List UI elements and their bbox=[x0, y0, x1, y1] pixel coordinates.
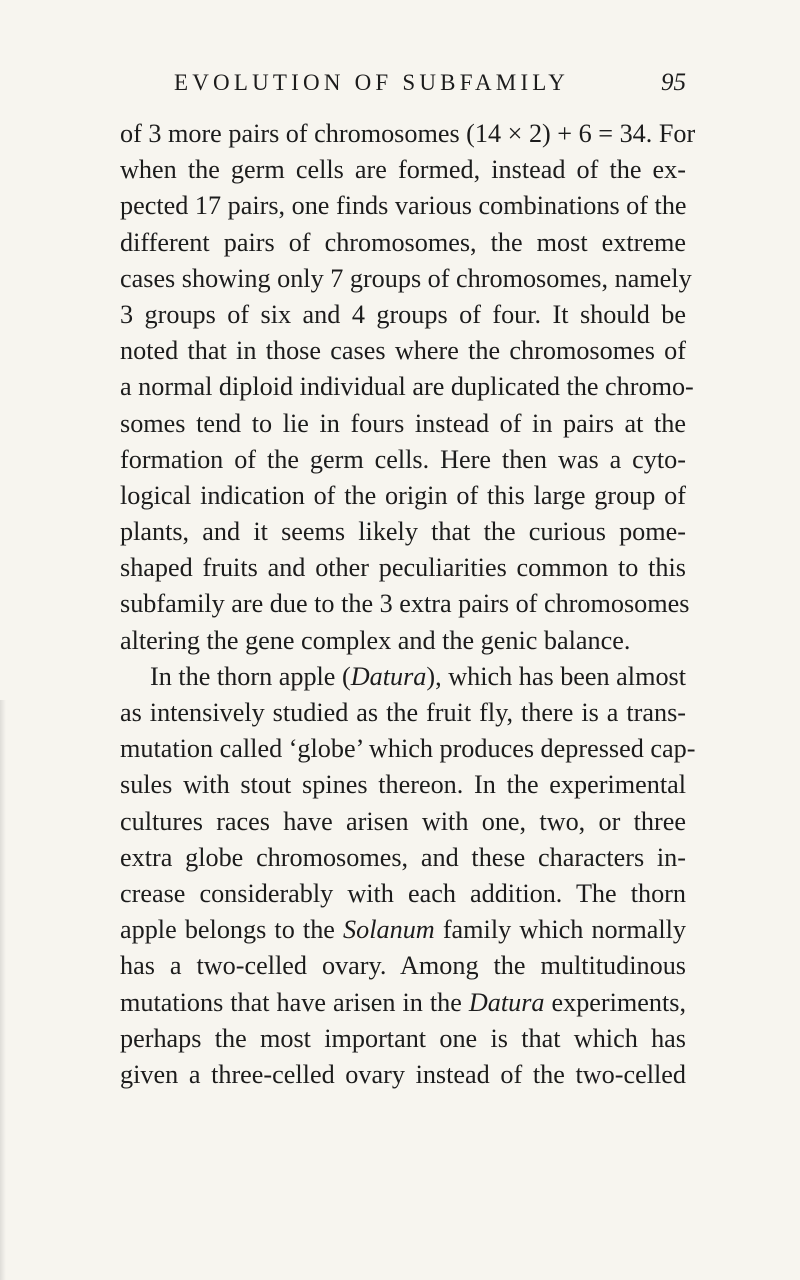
text-line: different pairs of chromosomes, the most extreme bbox=[120, 227, 686, 257]
text-line: when the germ cells are formed, instead of the ex- bbox=[120, 155, 686, 185]
text-line: formation of the germ cells. Here then was a cyto- bbox=[120, 444, 686, 474]
text-run: apple belongs to the bbox=[120, 915, 344, 945]
text-line: cases showing only 7 groups of chromosomes, namely bbox=[120, 263, 692, 293]
page-number: 95 bbox=[661, 69, 686, 96]
running-title: EVOLUTION OF SUBFAMILY bbox=[174, 70, 570, 95]
text-run: ), which has been almost bbox=[426, 661, 686, 691]
text-run: In the thorn apple ( bbox=[150, 661, 351, 691]
text-line: crease considerably with each addition. The thorn bbox=[120, 878, 686, 908]
text-line: perhaps the most important one is that which has bbox=[120, 1023, 686, 1053]
text-line: a normal diploid individual are duplicated the chromo- bbox=[120, 372, 694, 402]
text-line bbox=[120, 912, 686, 948]
text-run: experiments, bbox=[544, 987, 687, 1017]
text-run: family which normally bbox=[434, 915, 686, 945]
body-text bbox=[120, 116, 696, 1093]
paragraph-1 bbox=[120, 116, 696, 659]
italic-term: Solanum bbox=[343, 915, 435, 945]
paragraph-2 bbox=[120, 659, 696, 1093]
text-line bbox=[120, 659, 686, 695]
text-line: altering the gene complex and the genic balance. bbox=[120, 625, 631, 655]
text-line: as intensively studied as the fruit fly, there is a trans- bbox=[120, 698, 686, 727]
text-line: shaped fruits and other peculiarities common to this bbox=[120, 553, 686, 583]
text-line: 3 groups of six and 4 groups of four. It should be bbox=[120, 299, 686, 329]
text-line: mutation called ‘globe’ which produces depressed cap- bbox=[120, 734, 696, 764]
page-header bbox=[120, 66, 686, 100]
text-line bbox=[120, 985, 686, 1021]
italic-term: Datura bbox=[468, 987, 545, 1017]
text-line: noted that in those cases where the chromosomes of bbox=[120, 336, 686, 366]
text-line: somes tend to lie in fours instead of in pairs at the bbox=[120, 408, 686, 438]
text-line: plants, and it seems likely that the curious pome- bbox=[120, 517, 686, 547]
text-line: extra globe chromosomes, and these characters in- bbox=[120, 842, 686, 872]
text-line: cultures races have arisen with one, two, or three bbox=[120, 806, 686, 836]
page-edge-shadow bbox=[0, 700, 6, 1280]
text-line: has a two-celled ovary. Among the multitudinous bbox=[120, 951, 686, 981]
text-line: of 3 more pairs of chromosomes (14 × 2) + 6 = 34. For bbox=[120, 119, 696, 148]
text-line: subfamily are due to the 3 extra pairs of chromosomes bbox=[120, 589, 690, 619]
text-line: given a three-celled ovary instead of the two-celled bbox=[120, 1059, 686, 1089]
italic-term: Datura bbox=[350, 661, 427, 691]
text-line: pected 17 pairs, one finds various combinations of the bbox=[120, 191, 687, 221]
text-line: sules with stout spines thereon. In the experimental bbox=[120, 770, 686, 800]
text-run: mutations that have arisen in the bbox=[120, 987, 469, 1017]
text-line: logical indication of the origin of this large group of bbox=[120, 480, 686, 510]
